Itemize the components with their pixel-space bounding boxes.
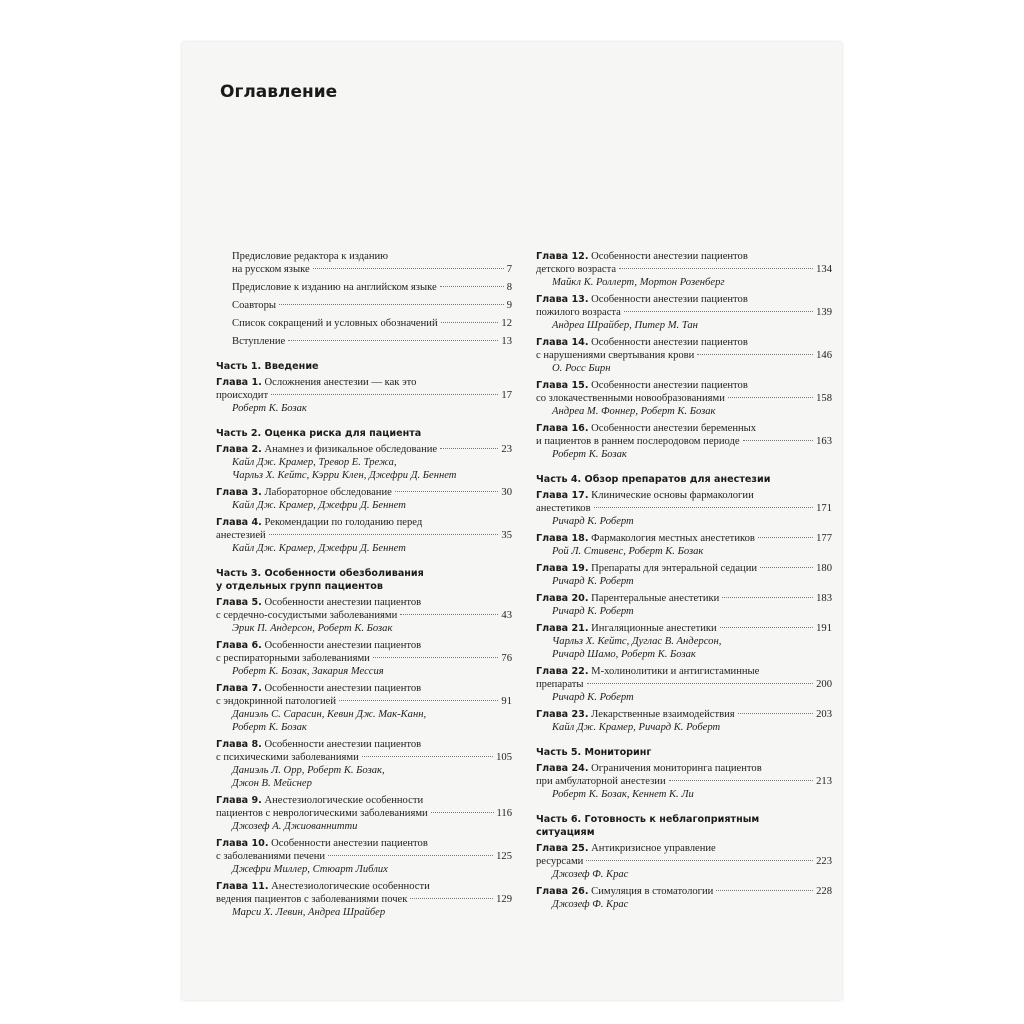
chapter-title: Фармакология местных анестетиков [591,533,755,544]
chapter-title: анестезией [216,530,266,541]
chapter-line [536,392,832,405]
chapter-authors: Джон В. Мейснер [232,778,312,789]
chapter-title: при амбулаторной анестезии [536,776,666,787]
leader-dots [738,713,813,714]
chapter-label: Глава 4. [216,517,262,528]
leader-dots [373,657,499,658]
page-number: 9 [506,300,512,311]
chapter-title: ведения пациентов с заболеваниями почек [216,894,408,905]
chapter-label: Глава 16. [536,423,589,434]
front-matter-entry [232,281,512,294]
leader-dots [431,812,494,813]
page-number: 129 [496,894,512,905]
chapter-entry [216,516,512,555]
chapter-line [216,639,512,652]
entry-line [232,281,512,294]
part-heading-line: ситуациям [536,827,595,838]
chapter-authors: Кайл Дж. Крамер, Джефри Д. Беннет [232,543,406,554]
page-number: 223 [816,856,832,867]
chapter-line [536,489,832,502]
leader-dots [728,397,813,398]
part-heading-line: Часть 3. Особенности обезболивания [216,568,424,579]
chapter-title: пожилого возраста [536,307,621,318]
chapter-authors: Андреа М. Фоннер, Роберт К. Бозак [552,406,716,417]
entry-text: Предисловие редактора к изданию [232,251,389,262]
page-number: 125 [496,851,512,862]
chapter-title: Рекомендации по голоданию перед [264,517,423,528]
right-sections [536,250,832,911]
chapter-label: Глава 7. [216,683,262,694]
leader-dots [313,268,504,269]
leader-dots [716,890,813,891]
chapter-title: Анамнез и физикальное обследование [264,444,438,455]
chapter-entry [536,665,832,704]
chapter-title-line [216,683,421,694]
chapter-authors: Джозеф Ф. Крас [552,869,629,880]
chapter-authors: Ричард К. Роберт [552,516,634,527]
chapter-entry [536,532,832,558]
page-number: 43 [501,610,512,621]
chapter-label: Глава 15. [536,380,589,391]
chapter-label: Глава 8. [216,739,262,750]
chapter-line [216,893,512,906]
page-number: 163 [816,436,832,447]
chapter-title: Анестезиологические особенности [264,795,424,806]
chapter-title: Особенности анестезии пациентов [591,294,748,305]
chapter-entry [536,762,832,801]
chapter-line [216,376,512,389]
chapter-entry [216,639,512,678]
toc-right-column [536,250,832,915]
chapter-title-line [536,763,762,774]
front-matter-entry [232,317,512,330]
chapter-entry [536,842,832,881]
chapter-title: Лабораторное обследование [264,487,392,498]
chapter-title: с респираторными заболеваниями [216,653,370,664]
entry-text: на русском языке [232,264,310,275]
chapter-title: происходит [216,390,269,401]
leader-dots [760,567,813,568]
toc-left-column [216,250,512,923]
chapter-title-line [216,377,416,388]
leader-dots [586,860,813,861]
chapter-entry [216,682,512,734]
chapter-title: Ингаляционные анестетики [591,623,717,634]
chapter-authors: Роберт К. Бозак [232,403,307,414]
leader-dots [339,700,498,701]
chapter-label: Глава 23. [536,709,589,720]
entry-text: Предисловие к изданию на английском языке [232,282,437,293]
chapter-authors: Ричард К. Роберт [552,576,634,587]
page-number: 91 [501,696,512,707]
chapter-title-line [536,622,717,635]
page-number: 180 [816,563,832,574]
chapter-line [216,695,512,708]
chapter-line [216,751,512,764]
chapter-title: Клинические основы фармакологии [591,490,754,501]
chapter-authors: Даниэль Л. Орр, Роберт К. Бозак, [232,765,385,776]
chapter-title: с психическими заболеваниями [216,752,359,763]
chapter-title-line [536,380,748,391]
chapter-entry [216,486,512,512]
chapter-line [216,807,512,820]
page-number: 76 [501,653,512,664]
chapter-authors: Роберт К. Бозак, Кеннет К. Ли [552,789,694,800]
leader-dots [279,304,504,305]
chapter-line [536,336,832,349]
chapter-line [536,502,832,515]
chapter-entry [536,336,832,375]
leader-dots [587,683,814,684]
chapter-line [216,652,512,665]
chapter-title: со злокачественными новообразованиями [536,393,725,404]
chapter-authors: Ричард К. Роберт [552,606,634,617]
chapter-line [536,592,832,605]
chapter-title: и пациентов в раннем послеродовом периоде [536,436,740,447]
part-heading-line: Часть 2. Оценка риска для пациента [216,428,422,439]
chapter-entry [216,443,512,482]
chapter-title-line [536,592,719,605]
chapter-line [536,422,832,435]
chapter-entry [216,837,512,876]
chapter-title: анестетиков [536,503,591,514]
chapter-line [536,263,832,276]
chapter-title-line [216,795,423,806]
chapter-title: Особенности анестезии пациентов [271,838,428,849]
left-sections [216,360,512,919]
book-page [182,42,842,1000]
chapter-entry [536,622,832,661]
leader-dots [758,537,813,538]
chapter-label: Глава 18. [536,533,589,544]
leader-dots [440,286,504,287]
chapter-line [536,532,832,545]
chapter-title-line [216,739,421,750]
chapter-line [216,738,512,751]
page-number: 17 [501,390,512,401]
chapter-entry [536,293,832,332]
chapter-title-line [536,885,713,898]
chapter-authors: Майкл К. Роллерт, Мортон Розенберг [552,277,725,288]
chapter-title-line [216,517,422,528]
chapter-title: Особенности анестезии пациентов [264,597,422,608]
chapter-authors: Роберт К. Бозак [232,722,307,733]
chapter-authors: Джозеф Ф. Крас [552,899,629,910]
page-number: 105 [496,752,512,763]
chapter-title-line [536,294,748,305]
page-number: 200 [816,679,832,690]
chapter-label: Глава 1. [216,377,262,388]
page-number: 228 [816,886,832,897]
chapter-entry [216,880,512,919]
chapter-label: Глава 20. [536,593,589,604]
entry-line [232,299,512,312]
chapter-label: Глава 22. [536,666,589,677]
part-heading-line: Часть 6. Готовность к неблагоприятным [536,814,760,825]
chapter-label: Глава 6. [216,640,262,651]
page-number: 12 [501,318,512,329]
chapter-line [536,842,832,855]
chapter-entry [536,562,832,588]
front-matter-entry [232,335,512,348]
chapter-line [216,596,512,609]
chapter-line [216,516,512,529]
chapter-label: Глава 5. [216,597,262,608]
chapter-line [536,762,832,775]
chapter-title: Особенности анестезии беременных [591,423,757,434]
chapter-line [536,562,832,575]
chapter-line [536,293,832,306]
part-heading [536,746,832,759]
chapter-line [536,708,832,721]
chapter-authors: Джозеф А. Джиованнитти [232,821,358,832]
chapter-line [216,389,512,402]
leader-dots [697,354,813,355]
chapter-authors: Кайл Дж. Крамер, Джефри Д. Беннет [232,500,406,511]
chapter-title: Осложнения анестезии — как это [264,377,417,388]
entry-text: Соавторы [232,300,277,311]
chapter-title: Особенности анестезии пациентов [264,683,422,694]
chapter-authors: Роберт К. Бозак [552,449,627,460]
chapter-line [536,885,832,898]
chapter-title: пациентов с неврологическими заболеваниями [216,808,428,819]
chapter-entry [536,422,832,461]
leader-dots [720,627,813,628]
chapter-title-line [216,486,392,499]
chapter-title: Особенности анестезии пациентов [591,337,748,348]
page-number: 139 [816,307,832,318]
chapter-title: с сердечно-сосудистыми заболеваниями [216,610,398,621]
leader-dots [441,322,499,323]
chapter-title: Антикризисное управление [591,843,716,854]
entry-text: Вступление [232,336,286,347]
chapter-line [216,443,512,456]
chapter-label: Глава 13. [536,294,589,305]
chapter-line [216,794,512,807]
page-number: 146 [816,350,832,361]
leader-dots [440,448,498,449]
entry-line [232,335,512,348]
chapter-authors: Рой Л. Стивенс, Роберт К. Бозак [552,546,704,557]
part-heading [536,473,832,486]
part-heading-line: Часть 4. Обзор препаратов для анестезии [536,474,771,485]
chapter-entry [536,708,832,734]
chapter-label: Глава 19. [536,563,589,574]
page-number: 13 [501,336,512,347]
leader-dots [328,855,493,856]
part-heading-line: Часть 1. Введение [216,361,319,372]
page-number: 191 [816,623,832,634]
leader-dots [619,268,813,269]
chapter-title-line [536,666,759,677]
chapter-title-line [536,337,748,348]
chapter-authors: Чарльз Х. Кейтс, Дуглас В. Андерсон, [552,636,722,647]
chapter-authors: Марси Х. Левин, Андреа Шрайбер [232,907,386,918]
chapter-line [536,622,832,635]
page-number: 203 [816,709,832,720]
page-number: 183 [816,593,832,604]
chapter-title: Парентеральные анестетики [591,593,720,604]
leader-dots [722,597,813,598]
chapter-title: с эндокринной патологией [216,696,337,707]
chapter-authors: Андреа Шрайбер, Питер М. Тан [552,320,698,331]
part-heading [216,567,512,593]
chapter-line [536,379,832,392]
leader-dots [410,898,493,899]
chapter-entry [536,885,832,911]
chapter-title: Препараты для энтеральной седации [591,563,758,574]
chapter-entry [216,738,512,790]
chapter-entry [536,250,832,289]
part-heading-line: Часть 5. Мониторинг [536,747,652,758]
chapter-title: Особенности анестезии пациентов [264,640,422,651]
chapter-label: Глава 21. [536,623,589,634]
chapter-title: Особенности анестезии пациентов [591,251,748,262]
leader-dots [669,780,813,781]
page-title: Оглавление [220,82,338,102]
chapter-authors: Кайл Дж. Крамер, Тревор Е. Трежа, [232,457,397,468]
chapter-entry [216,794,512,833]
chapter-label: Глава 17. [536,490,589,501]
chapter-label: Глава 2. [216,444,262,455]
chapter-line [536,306,832,319]
page-number: 7 [506,264,512,275]
entry-text: Список сокращений и условных обозначений [232,318,438,329]
chapter-title: Ограничения мониторинга пациентов [591,763,762,774]
chapter-title: Лекарственные взаимодействия [591,709,735,720]
chapter-authors: Ричард К. Роберт [552,692,634,703]
leader-dots [288,340,498,341]
chapter-authors: Эрик П. Андерсон, Роберт К. Бозак [232,623,393,634]
part-heading-line: у отдельных групп пациентов [216,581,383,592]
chapter-title: с заболеваниями печени [216,851,326,862]
chapter-title-line [536,562,757,575]
leader-dots [362,756,493,757]
chapter-entry [536,489,832,528]
leader-dots [269,534,499,535]
leader-dots [271,394,498,395]
chapter-title: детского возраста [536,264,617,275]
page-number: 134 [816,264,832,275]
page-number: 30 [501,487,512,498]
chapter-authors: Кайл Дж. Крамер, Ричард К. Роберт [552,722,721,733]
chapter-entry [216,596,512,635]
chapter-title-line [536,423,756,434]
page-number: 116 [496,808,512,819]
chapter-line [536,435,832,448]
front-matter-entry [232,299,512,312]
chapter-title: Симуляция в стоматологии [591,886,714,897]
chapter-line [216,682,512,695]
chapter-title-line [536,708,735,721]
leader-dots [594,507,814,508]
chapter-label: Глава 12. [536,251,589,262]
part-heading [216,360,512,373]
part-heading [216,427,512,440]
front-matter-entry [232,250,512,276]
leader-dots [395,491,499,492]
chapter-entry [536,592,832,618]
entry-line [232,263,512,276]
chapter-line [536,678,832,691]
chapter-line [216,529,512,542]
page-number: 35 [501,530,512,541]
chapter-line [536,855,832,868]
chapter-title: М-холинолитики и антигистаминные [591,666,760,677]
page-number: 23 [501,444,512,455]
chapter-label: Глава 25. [536,843,589,854]
chapter-authors: Чарльз Х. Кейтс, Кэрри Клен, Джефри Д. Беннет [232,470,457,481]
chapter-line [536,665,832,678]
chapter-title-line [536,490,754,501]
chapter-line [216,880,512,893]
chapter-line [216,837,512,850]
chapter-line [536,250,832,263]
chapter-entry [216,376,512,415]
chapter-title-line [536,251,748,262]
chapter-title-line [216,443,437,456]
chapter-title: Анестезиологические особенности [271,881,430,892]
chapter-title-line [536,843,716,854]
leader-dots [624,311,813,312]
chapter-title: ресурсами [536,856,584,867]
page-number: 158 [816,393,832,404]
leader-dots [400,614,498,615]
entry-line [232,317,512,330]
page-number: 171 [816,503,832,514]
front-matter-list [216,250,512,348]
chapter-authors: Даниэль С. Сарасин, Кевин Дж. Мак-Канн, [232,709,427,720]
chapter-title-line [216,881,430,892]
chapter-label: Глава 3. [216,487,262,498]
page-number: 213 [816,776,832,787]
chapter-title: с нарушениями свертывания крови [536,350,695,361]
page-number: 177 [816,533,832,544]
chapter-title: Особенности анестезии пациентов [591,380,748,391]
chapter-label: Глава 24. [536,763,589,774]
chapter-title-line [216,838,428,849]
chapter-label: Глава 14. [536,337,589,348]
chapter-title-line [536,532,755,545]
chapter-line [216,486,512,499]
chapter-line [216,609,512,622]
chapter-authors: Джефри Миллер, Стюарт Либлих [232,864,388,875]
chapter-title-line [216,597,421,608]
chapter-label: Глава 26. [536,886,589,897]
chapter-authors: О. Росс Бирн [552,363,611,374]
page-number: 8 [506,282,512,293]
part-heading [536,813,832,839]
chapter-title-line [216,640,421,651]
chapter-line [216,850,512,863]
chapter-authors: Роберт К. Бозак, Закария Мессия [232,666,384,677]
leader-dots [743,440,814,441]
chapter-title: Особенности анестезии пациентов [264,739,422,750]
chapter-authors: Ричард Шамо, Роберт К. Бозак [552,649,696,660]
chapter-label: Глава 9. [216,795,262,806]
chapter-label: Глава 11. [216,881,269,892]
chapter-entry [536,379,832,418]
chapter-line [536,349,832,362]
chapter-title: препараты [536,679,584,690]
chapter-label: Глава 10. [216,838,269,849]
chapter-line [536,775,832,788]
